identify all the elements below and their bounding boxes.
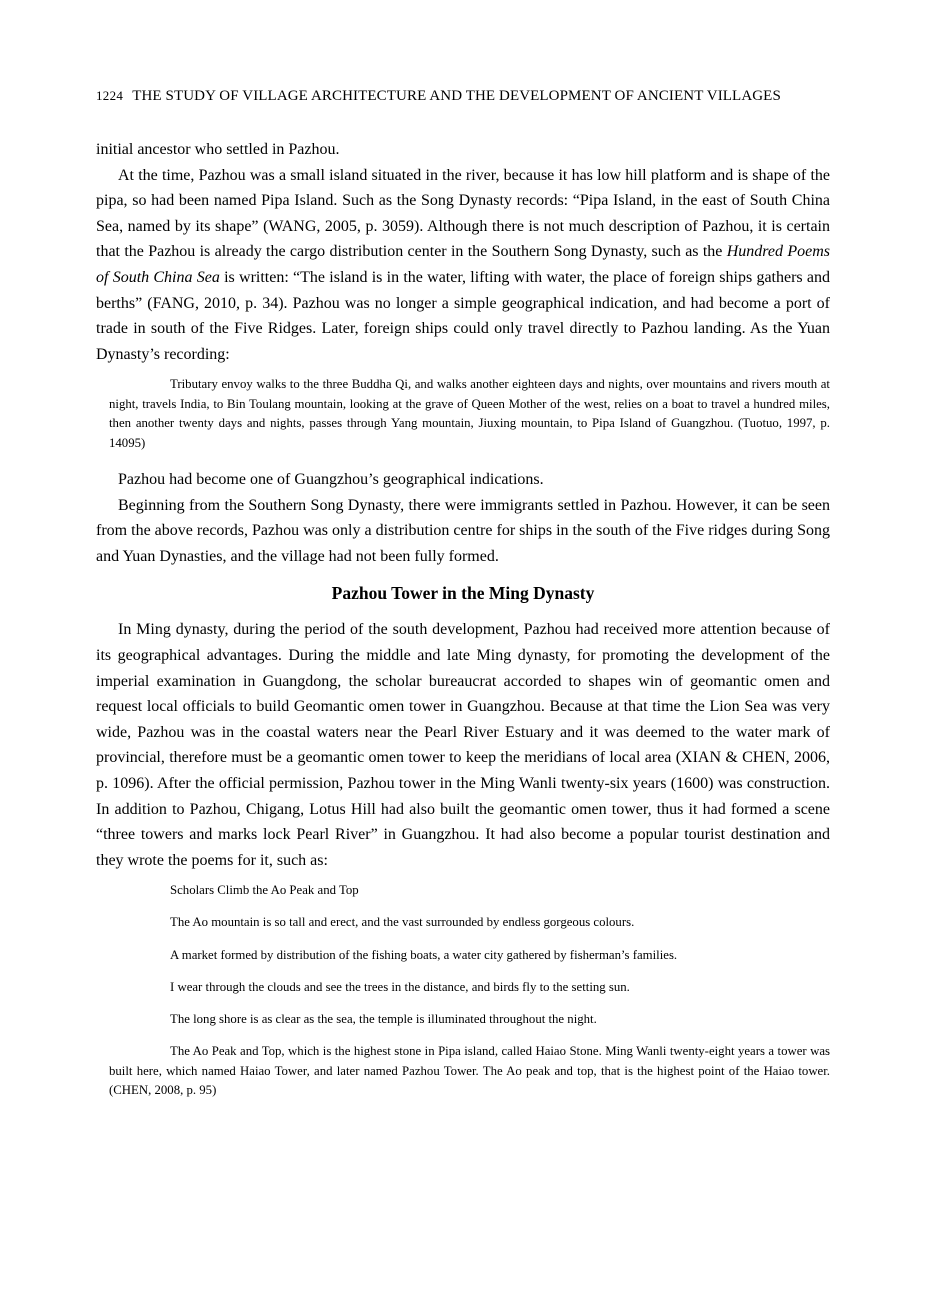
page-body <box>96 137 830 1101</box>
poem-block <box>96 881 830 1029</box>
para-continuation: initial ancestor who settled in Pazhou. <box>96 141 340 158</box>
poem-line: The Ao mountain is so tall and erect, and the vast surrounded by endless gorgeous colours. <box>170 915 635 930</box>
para-ming-dynasty: In Ming dynasty, during the period of the south development, Pazhou had received more attention because of its geographical advantages. During the middle and late Ming dynasty, for promoting the development of the imperial examination in Guangdong, the scholar bureaucrat accorded to shapes win of geomantic omen and request local officials to build Geomantic omen tower in Guangzhou. Because at that time the Lion Sea was very wide, Pazhou was in the coastal waters near the Pearl River Estuary and it was deemed to the water mark of provincial, therefore must be a geomantic omen tower to keep the meridians of local area (XIAN & CHEN, 2006, p. 1096). After the official permission, Pazhou tower in the Ming Wanli twenty-six years (1600) was construction. In addition to Pazhou, Chigang, Lotus Hill had also built the geomantic omen tower, thus it had formed a scene “three towers and marks lock Pearl River” in Guangzhou. It had also become a popular tourist destination and they wrote the poems for it, such as: <box>96 621 830 869</box>
book-title-italic: Hundred Poems of South China Sea <box>96 243 830 286</box>
poem-line: I wear through the clouds and see the trees in the distance, and birds fly to the setting sun. <box>170 979 630 994</box>
para-beginning-song: Beginning from the Southern Song Dynasty, there were immigrants settled in Pazhou. However, it can be seen from the above records, Pazhou was only a distribution centre for ships in the south of the Five ridges during Song and Yuan Dynasties, and the village had not been fully formed. <box>96 496 830 565</box>
section-heading: Pazhou Tower in the Ming Dynasty <box>331 583 595 604</box>
running-title: THE STUDY OF VILLAGE ARCHITECTURE AND THE DEVELOPMENT OF ANCIENT VILLAGES <box>132 88 781 104</box>
blockquote-tributary-envoy: Tributary envoy walks to the three Buddha Qi, and walks another eighteen days and nights, over mountains and rivers mouth at night, travels India, to Bin Toulang mountain, looking at the grave of Queen Mother of the west, relies on a boat to travel a hundred miles, then another twenty days and nights, passes through Yang mountain, Jiuxing mountain, to Pipa Island of Guangzhou. (Tuotuo, 1997, p. 14095) <box>109 377 830 450</box>
poem-line: A market formed by distribution of the fishing boats, a water city gathered by fisherman’s families. <box>170 947 678 962</box>
page-header <box>96 0 830 105</box>
poem-line: The long shore is as clear as the sea, the temple is illuminated throughout the night. <box>170 1012 597 1027</box>
page-number: 1224 <box>96 88 124 103</box>
blockquote-haiao-stone: The Ao Peak and Top, which is the highest stone in Pipa island, called Haiao Stone. Ming Wanli twenty-eight years a tower was built here, which named Haiao Tower, and later named Pazhou Tower. The Ao peak and top, that is the highest point of the Haiao tower. (CHEN, 2008, p. 95) <box>109 1044 830 1098</box>
para-pazhou-island-pre: At the time, Pazhou was a small island situated in the river, because it has low hill platform and is shape of the pipa, so had been named Pipa Island. Such as the Song Dynasty records: “Pipa Island, in the east of South China Sea, named by its shape” (WANG, 2005, p. 3059). Although there is not much description of Pazhou, it is certain that the Pazhou is already the cargo distribution center in the Southern Song Dynasty, such as the <box>96 166 830 261</box>
poem-line: Scholars Climb the Ao Peak and Top <box>170 883 359 898</box>
para-pazhou-island-post: is written: “The island is in the water, lifting with water, the place of foreign ships gathers and berths” (FANG, 2010, p. 34). Pazhou was no longer a simple geographical indication, and had become a port of trade in south of the Five Ridges. Later, foreign ships could only travel directly to Pazhou landing. As the Yuan Dynasty’s recording: <box>96 268 830 363</box>
para-geographical-indications: Pazhou had become one of Guangzhou’s geographical indications. <box>118 470 544 488</box>
para-pazhou-island <box>96 163 830 368</box>
